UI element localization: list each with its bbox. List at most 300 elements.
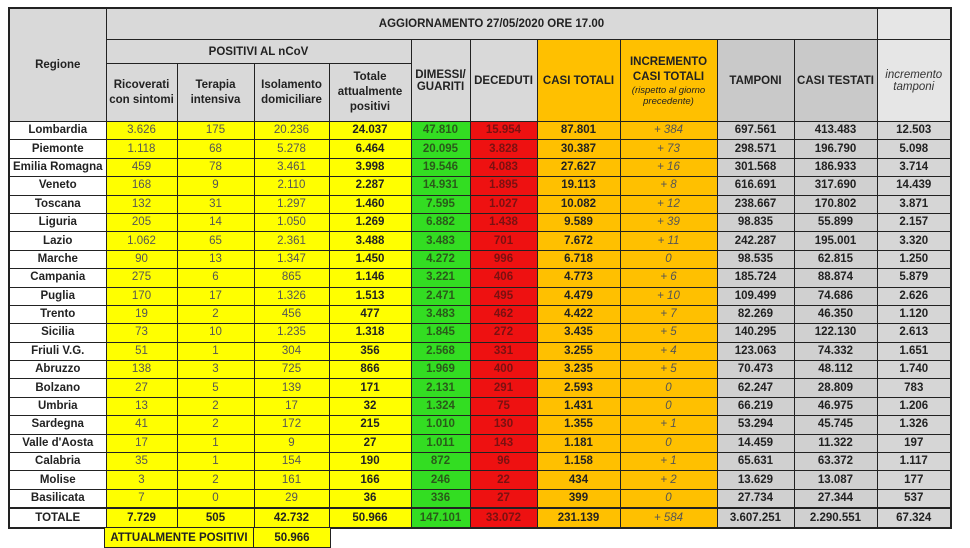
cell-ricoverati: 73 bbox=[106, 324, 177, 342]
cell-isolamento: 42.732 bbox=[254, 508, 329, 528]
cell-dimessi: 2.568 bbox=[411, 342, 470, 360]
cell-regione: Lazio bbox=[9, 232, 106, 250]
cell-casi-totali: 3.235 bbox=[537, 361, 620, 379]
cell-tamponi: 301.568 bbox=[717, 158, 794, 176]
cell-tamponi: 62.247 bbox=[717, 379, 794, 397]
cell-ricoverati: 132 bbox=[106, 195, 177, 213]
cell-dimessi: 246 bbox=[411, 471, 470, 489]
cell-ricoverati: 1.062 bbox=[106, 232, 177, 250]
cell-tamponi: 14.459 bbox=[717, 434, 794, 452]
cell-regione: Abruzzo bbox=[9, 361, 106, 379]
header-incremento-tamponi bbox=[877, 40, 951, 122]
cell-regione: Trento bbox=[9, 305, 106, 323]
table-title: AGGIORNAMENTO 27/05/2020 ORE 17.00 bbox=[106, 8, 877, 40]
cell-totale-positivi: 866 bbox=[329, 361, 411, 379]
cell-casi-totali: 3.435 bbox=[537, 324, 620, 342]
cell-casi-totali: 4.773 bbox=[537, 269, 620, 287]
cell-incremento: + 8 bbox=[620, 177, 717, 195]
cell-incremento: + 39 bbox=[620, 213, 717, 231]
cell-totale-positivi: 215 bbox=[329, 416, 411, 434]
cell-tamponi: 27.734 bbox=[717, 489, 794, 508]
cell-incremento: 0 bbox=[620, 489, 717, 508]
cell-terapia: 78 bbox=[177, 158, 254, 176]
cell-isolamento: 2.361 bbox=[254, 232, 329, 250]
cell-incremento-tamponi: 1.740 bbox=[877, 361, 951, 379]
cell-casi-totali: 7.672 bbox=[537, 232, 620, 250]
cell-incremento: + 10 bbox=[620, 287, 717, 305]
cell-tamponi: 697.561 bbox=[717, 122, 794, 140]
cell-casi-totali: 399 bbox=[537, 489, 620, 508]
cell-dimessi: 1.011 bbox=[411, 434, 470, 452]
cell-tamponi: 3.607.251 bbox=[717, 508, 794, 528]
cell-terapia: 65 bbox=[177, 232, 254, 250]
cell-regione: Friuli V.G. bbox=[9, 342, 106, 360]
header-totale-line3: positivi bbox=[349, 101, 391, 113]
cell-incremento-tamponi: 1.117 bbox=[877, 453, 951, 471]
cell-terapia: 2 bbox=[177, 305, 254, 323]
cell-terapia: 14 bbox=[177, 213, 254, 231]
cell-casi-totali: 3.255 bbox=[537, 342, 620, 360]
cell-regione: Umbria bbox=[9, 397, 106, 415]
cell-tamponi: 140.295 bbox=[717, 324, 794, 342]
cell-casi-totali: 9.589 bbox=[537, 213, 620, 231]
cell-deceduti: 400 bbox=[470, 361, 537, 379]
cell-ricoverati: 205 bbox=[106, 213, 177, 231]
cell-isolamento: 9 bbox=[254, 434, 329, 452]
cell-terapia: 0 bbox=[177, 489, 254, 508]
cell-regione: Molise bbox=[9, 471, 106, 489]
cell-totale-positivi: 477 bbox=[329, 305, 411, 323]
cell-casi-totali: 10.082 bbox=[537, 195, 620, 213]
cell-terapia: 2 bbox=[177, 416, 254, 434]
cell-totale-positivi: 190 bbox=[329, 453, 411, 471]
cell-deceduti: 4.083 bbox=[470, 158, 537, 176]
header-dimessi bbox=[411, 40, 470, 122]
header-ricoverati-line2: con sintomi bbox=[109, 93, 174, 106]
cell-casi-totali: 231.139 bbox=[537, 508, 620, 528]
header-incr-tamponi-line1: incremento bbox=[885, 68, 943, 81]
cell-regione: Basilicata bbox=[9, 489, 106, 508]
header-dimessi-line1: DIMESSI/ bbox=[415, 68, 466, 81]
cell-ricoverati: 275 bbox=[106, 269, 177, 287]
table-row bbox=[9, 213, 951, 231]
cell-casi-totali: 2.593 bbox=[537, 379, 620, 397]
cell-casi-totali: 27.627 bbox=[537, 158, 620, 176]
header-isolamento-line1: Isolamento bbox=[261, 78, 322, 91]
table-row bbox=[9, 416, 951, 434]
cell-incremento-tamponi: 2.157 bbox=[877, 213, 951, 231]
cell-regione: Emilia Romagna bbox=[9, 158, 106, 176]
cell-incremento-tamponi: 1.120 bbox=[877, 305, 951, 323]
header-tamponi: TAMPONI bbox=[717, 40, 794, 122]
cell-dimessi: 147.101 bbox=[411, 508, 470, 528]
cell-casi-totali: 1.431 bbox=[537, 397, 620, 415]
cell-terapia: 1 bbox=[177, 434, 254, 452]
table-row bbox=[9, 434, 951, 452]
cell-deceduti: 996 bbox=[470, 250, 537, 268]
header-deceduti: DECEDUTI bbox=[470, 40, 537, 122]
cell-ricoverati: 35 bbox=[106, 453, 177, 471]
cell-incremento: + 584 bbox=[620, 508, 717, 528]
cell-incremento: + 6 bbox=[620, 269, 717, 287]
cell-isolamento: 17 bbox=[254, 397, 329, 415]
cell-dimessi: 872 bbox=[411, 453, 470, 471]
cell-dimessi: 1.969 bbox=[411, 361, 470, 379]
cell-dimessi: 3.483 bbox=[411, 305, 470, 323]
cell-dimessi: 2.471 bbox=[411, 287, 470, 305]
table-row-totale bbox=[9, 508, 951, 528]
table-body bbox=[9, 122, 951, 529]
cell-tamponi: 185.724 bbox=[717, 269, 794, 287]
cell-isolamento: 1.326 bbox=[254, 287, 329, 305]
table-row bbox=[9, 287, 951, 305]
cell-casi-totali: 87.801 bbox=[537, 122, 620, 140]
cell-casi-testati: 74.332 bbox=[794, 342, 877, 360]
header-totale-positivi bbox=[329, 64, 411, 122]
cell-terapia: 13 bbox=[177, 250, 254, 268]
cell-ricoverati: 1.118 bbox=[106, 140, 177, 158]
cell-incremento: + 4 bbox=[620, 342, 717, 360]
cell-deceduti: 15.954 bbox=[470, 122, 537, 140]
cell-ricoverati: 17 bbox=[106, 434, 177, 452]
cell-incremento-tamponi: 5.098 bbox=[877, 140, 951, 158]
cell-terapia: 175 bbox=[177, 122, 254, 140]
cell-ricoverati: 7.729 bbox=[106, 508, 177, 528]
table-row bbox=[9, 195, 951, 213]
cell-deceduti: 27 bbox=[470, 489, 537, 508]
table-row bbox=[9, 453, 951, 471]
cell-regione: Sicilia bbox=[9, 324, 106, 342]
cell-totale-positivi: 3.488 bbox=[329, 232, 411, 250]
header-incremento-note1: (rispetto al giorno bbox=[631, 84, 706, 96]
cell-casi-testati: 2.290.551 bbox=[794, 508, 877, 528]
cell-dimessi: 6.882 bbox=[411, 213, 470, 231]
cell-terapia: 10 bbox=[177, 324, 254, 342]
header-ricoverati bbox=[106, 64, 177, 122]
cell-regione: Liguria bbox=[9, 213, 106, 231]
cell-regione: Piemonte bbox=[9, 140, 106, 158]
cell-deceduti: 462 bbox=[470, 305, 537, 323]
table-row bbox=[9, 140, 951, 158]
cell-isolamento: 172 bbox=[254, 416, 329, 434]
cell-ricoverati: 19 bbox=[106, 305, 177, 323]
cell-deceduti: 130 bbox=[470, 416, 537, 434]
cell-dimessi: 3.483 bbox=[411, 232, 470, 250]
cell-incremento: 0 bbox=[620, 434, 717, 452]
cell-totale-positivi: 166 bbox=[329, 471, 411, 489]
cell-totale-positivi: 2.287 bbox=[329, 177, 411, 195]
cell-incremento-tamponi: 12.503 bbox=[877, 122, 951, 140]
cell-regione: Marche bbox=[9, 250, 106, 268]
cell-incremento-tamponi: 5.879 bbox=[877, 269, 951, 287]
cell-incremento-tamponi: 3.871 bbox=[877, 195, 951, 213]
cell-totale-positivi: 1.513 bbox=[329, 287, 411, 305]
cell-incremento: + 7 bbox=[620, 305, 717, 323]
cell-dimessi: 3.221 bbox=[411, 269, 470, 287]
cell-totale-positivi: 27 bbox=[329, 434, 411, 452]
cell-ricoverati: 7 bbox=[106, 489, 177, 508]
cell-deceduti: 75 bbox=[470, 397, 537, 415]
cell-terapia: 3 bbox=[177, 361, 254, 379]
header-regione: Regione bbox=[9, 8, 106, 122]
cell-ricoverati: 90 bbox=[106, 250, 177, 268]
cell-casi-testati: 170.802 bbox=[794, 195, 877, 213]
cell-isolamento: 20.236 bbox=[254, 122, 329, 140]
cell-isolamento: 154 bbox=[254, 453, 329, 471]
cell-casi-totali: 1.158 bbox=[537, 453, 620, 471]
cell-isolamento: 1.050 bbox=[254, 213, 329, 231]
cell-deceduti: 331 bbox=[470, 342, 537, 360]
cell-tamponi: 53.294 bbox=[717, 416, 794, 434]
cell-incremento-tamponi: 3.714 bbox=[877, 158, 951, 176]
cell-isolamento: 3.461 bbox=[254, 158, 329, 176]
cell-regione: Valle d'Aosta bbox=[9, 434, 106, 452]
cell-casi-totali: 1.181 bbox=[537, 434, 620, 452]
cell-isolamento: 725 bbox=[254, 361, 329, 379]
cell-isolamento: 5.278 bbox=[254, 140, 329, 158]
cell-isolamento: 2.110 bbox=[254, 177, 329, 195]
cell-ricoverati: 138 bbox=[106, 361, 177, 379]
cell-casi-totali: 19.113 bbox=[537, 177, 620, 195]
cell-casi-testati: 55.899 bbox=[794, 213, 877, 231]
cell-regione: Campania bbox=[9, 269, 106, 287]
cell-incremento-tamponi: 197 bbox=[877, 434, 951, 452]
cell-tamponi: 66.219 bbox=[717, 397, 794, 415]
cell-casi-totali: 434 bbox=[537, 471, 620, 489]
cell-regione: Bolzano bbox=[9, 379, 106, 397]
cell-deceduti: 96 bbox=[470, 453, 537, 471]
cell-incremento: + 1 bbox=[620, 453, 717, 471]
cell-isolamento: 1.235 bbox=[254, 324, 329, 342]
cell-regione: Lombardia bbox=[9, 122, 106, 140]
cell-casi-testati: 122.130 bbox=[794, 324, 877, 342]
cell-deceduti: 406 bbox=[470, 269, 537, 287]
cell-totale-positivi: 1.146 bbox=[329, 269, 411, 287]
header-totale-line2: attualmente bbox=[337, 86, 403, 98]
cell-totale-positivi: 1.450 bbox=[329, 250, 411, 268]
cell-deceduti: 701 bbox=[470, 232, 537, 250]
table-row bbox=[9, 250, 951, 268]
cell-totale-positivi: 3.998 bbox=[329, 158, 411, 176]
cell-incremento-tamponi: 1.326 bbox=[877, 416, 951, 434]
cell-casi-testati: 63.372 bbox=[794, 453, 877, 471]
cell-dimessi: 19.546 bbox=[411, 158, 470, 176]
cell-tamponi: 298.571 bbox=[717, 140, 794, 158]
cell-dimessi: 20.095 bbox=[411, 140, 470, 158]
cell-casi-testati: 13.087 bbox=[794, 471, 877, 489]
cell-casi-testati: 317.690 bbox=[794, 177, 877, 195]
cell-terapia: 17 bbox=[177, 287, 254, 305]
cell-deceduti: 22 bbox=[470, 471, 537, 489]
cell-totale-positivi: 356 bbox=[329, 342, 411, 360]
cell-incremento-tamponi: 537 bbox=[877, 489, 951, 508]
cell-totale-positivi: 24.037 bbox=[329, 122, 411, 140]
header-isolamento-line2: domiciliare bbox=[261, 93, 322, 106]
cell-incremento: 0 bbox=[620, 250, 717, 268]
table-row bbox=[9, 177, 951, 195]
cell-deceduti: 33.072 bbox=[470, 508, 537, 528]
cell-incremento: + 5 bbox=[620, 324, 717, 342]
cell-casi-totali: 1.355 bbox=[537, 416, 620, 434]
cell-isolamento: 304 bbox=[254, 342, 329, 360]
table-row bbox=[9, 269, 951, 287]
header-incremento-note2: precedente) bbox=[643, 95, 694, 107]
cell-regione: Veneto bbox=[9, 177, 106, 195]
cell-casi-testati: 88.874 bbox=[794, 269, 877, 287]
cell-isolamento: 1.297 bbox=[254, 195, 329, 213]
cell-dimessi: 1.324 bbox=[411, 397, 470, 415]
cell-tamponi: 82.269 bbox=[717, 305, 794, 323]
table-row bbox=[9, 324, 951, 342]
cell-deceduti: 291 bbox=[470, 379, 537, 397]
cell-totale-positivi: 1.460 bbox=[329, 195, 411, 213]
table-row bbox=[9, 122, 951, 140]
cell-casi-testati: 11.322 bbox=[794, 434, 877, 452]
cell-incremento-tamponi: 783 bbox=[877, 379, 951, 397]
table-row bbox=[9, 397, 951, 415]
cell-casi-testati: 45.745 bbox=[794, 416, 877, 434]
cell-dimessi: 1.845 bbox=[411, 324, 470, 342]
cell-totale-positivi: 50.966 bbox=[329, 508, 411, 528]
cell-terapia: 31 bbox=[177, 195, 254, 213]
cell-ricoverati: 168 bbox=[106, 177, 177, 195]
cell-incremento: + 384 bbox=[620, 122, 717, 140]
cell-terapia: 6 bbox=[177, 269, 254, 287]
header-dimessi-line2: GUARITI bbox=[416, 80, 465, 93]
cell-tamponi: 616.691 bbox=[717, 177, 794, 195]
cell-terapia: 9 bbox=[177, 177, 254, 195]
cell-isolamento: 1.347 bbox=[254, 250, 329, 268]
cell-totale-positivi: 1.269 bbox=[329, 213, 411, 231]
header-terapia bbox=[177, 64, 254, 122]
cell-casi-testati: 195.001 bbox=[794, 232, 877, 250]
cell-tamponi: 13.629 bbox=[717, 471, 794, 489]
table-row bbox=[9, 305, 951, 323]
cell-isolamento: 161 bbox=[254, 471, 329, 489]
cell-terapia: 505 bbox=[177, 508, 254, 528]
cell-incremento-tamponi: 1.206 bbox=[877, 397, 951, 415]
cell-ricoverati: 3 bbox=[106, 471, 177, 489]
cell-deceduti: 495 bbox=[470, 287, 537, 305]
table-row bbox=[9, 361, 951, 379]
cell-ricoverati: 51 bbox=[106, 342, 177, 360]
cell-incremento: + 12 bbox=[620, 195, 717, 213]
cell-casi-totali: 4.479 bbox=[537, 287, 620, 305]
cell-casi-testati: 74.686 bbox=[794, 287, 877, 305]
header-incremento-line1: INCREMENTO bbox=[629, 55, 708, 68]
summary-label: ATTUALMENTE POSITIVI bbox=[105, 528, 254, 548]
cell-dimessi: 7.595 bbox=[411, 195, 470, 213]
header-terapia-line1: Terapia bbox=[195, 78, 236, 91]
cell-terapia: 2 bbox=[177, 471, 254, 489]
cell-casi-testati: 27.344 bbox=[794, 489, 877, 508]
cell-casi-testati: 62.815 bbox=[794, 250, 877, 268]
cell-isolamento: 29 bbox=[254, 489, 329, 508]
cell-casi-testati: 28.809 bbox=[794, 379, 877, 397]
table-row bbox=[9, 489, 951, 508]
cell-terapia: 68 bbox=[177, 140, 254, 158]
cell-dimessi: 4.272 bbox=[411, 250, 470, 268]
cell-dimessi: 2.131 bbox=[411, 379, 470, 397]
header-blank bbox=[877, 8, 951, 40]
cell-incremento-tamponi: 1.250 bbox=[877, 250, 951, 268]
cell-ricoverati: 27 bbox=[106, 379, 177, 397]
cell-incremento: 0 bbox=[620, 379, 717, 397]
cell-incremento: + 16 bbox=[620, 158, 717, 176]
cell-incremento-tamponi: 2.613 bbox=[877, 324, 951, 342]
table-row bbox=[9, 342, 951, 360]
cell-regione: TOTALE bbox=[9, 508, 106, 528]
cell-isolamento: 139 bbox=[254, 379, 329, 397]
cell-tamponi: 109.499 bbox=[717, 287, 794, 305]
cell-incremento-tamponi: 67.324 bbox=[877, 508, 951, 528]
cell-deceduti: 1.027 bbox=[470, 195, 537, 213]
header-casi-totali: CASI TOTALI bbox=[537, 40, 620, 122]
cell-ricoverati: 170 bbox=[106, 287, 177, 305]
table-row bbox=[9, 158, 951, 176]
cell-regione: Calabria bbox=[9, 453, 106, 471]
cell-regione: Puglia bbox=[9, 287, 106, 305]
cell-totale-positivi: 32 bbox=[329, 397, 411, 415]
cell-casi-testati: 413.483 bbox=[794, 122, 877, 140]
cell-terapia: 1 bbox=[177, 342, 254, 360]
table-row bbox=[9, 232, 951, 250]
cell-incremento: + 2 bbox=[620, 471, 717, 489]
cell-terapia: 2 bbox=[177, 397, 254, 415]
cell-deceduti: 3.828 bbox=[470, 140, 537, 158]
covid-regional-table bbox=[8, 7, 952, 529]
cell-casi-testati: 46.975 bbox=[794, 397, 877, 415]
cell-totale-positivi: 171 bbox=[329, 379, 411, 397]
cell-deceduti: 1.895 bbox=[470, 177, 537, 195]
cell-ricoverati: 3.626 bbox=[106, 122, 177, 140]
cell-incremento: + 1 bbox=[620, 416, 717, 434]
header-terapia-line2: intensiva bbox=[190, 93, 241, 106]
cell-ricoverati: 41 bbox=[106, 416, 177, 434]
cell-tamponi: 98.835 bbox=[717, 213, 794, 231]
cell-incremento-tamponi: 1.651 bbox=[877, 342, 951, 360]
cell-casi-totali: 4.422 bbox=[537, 305, 620, 323]
cell-ricoverati: 459 bbox=[106, 158, 177, 176]
cell-dimessi: 1.010 bbox=[411, 416, 470, 434]
cell-incremento: + 11 bbox=[620, 232, 717, 250]
cell-incremento-tamponi: 177 bbox=[877, 471, 951, 489]
cell-tamponi: 242.287 bbox=[717, 232, 794, 250]
cell-deceduti: 143 bbox=[470, 434, 537, 452]
cell-casi-totali: 6.718 bbox=[537, 250, 620, 268]
cell-dimessi: 336 bbox=[411, 489, 470, 508]
cell-deceduti: 272 bbox=[470, 324, 537, 342]
header-casi-testati: CASI TESTATI bbox=[794, 40, 877, 122]
cell-terapia: 1 bbox=[177, 453, 254, 471]
cell-incremento: + 5 bbox=[620, 361, 717, 379]
cell-totale-positivi: 6.464 bbox=[329, 140, 411, 158]
cell-casi-testati: 196.790 bbox=[794, 140, 877, 158]
cell-regione: Toscana bbox=[9, 195, 106, 213]
cell-incremento-tamponi: 2.626 bbox=[877, 287, 951, 305]
cell-totale-positivi: 36 bbox=[329, 489, 411, 508]
cell-casi-testati: 186.933 bbox=[794, 158, 877, 176]
header-isolamento bbox=[254, 64, 329, 122]
cell-incremento: 0 bbox=[620, 397, 717, 415]
cell-totale-positivi: 1.318 bbox=[329, 324, 411, 342]
cell-tamponi: 123.063 bbox=[717, 342, 794, 360]
cell-tamponi: 70.473 bbox=[717, 361, 794, 379]
header-incr-tamponi-line2: tamponi bbox=[893, 80, 935, 93]
cell-terapia: 5 bbox=[177, 379, 254, 397]
cell-ricoverati: 13 bbox=[106, 397, 177, 415]
cell-isolamento: 456 bbox=[254, 305, 329, 323]
